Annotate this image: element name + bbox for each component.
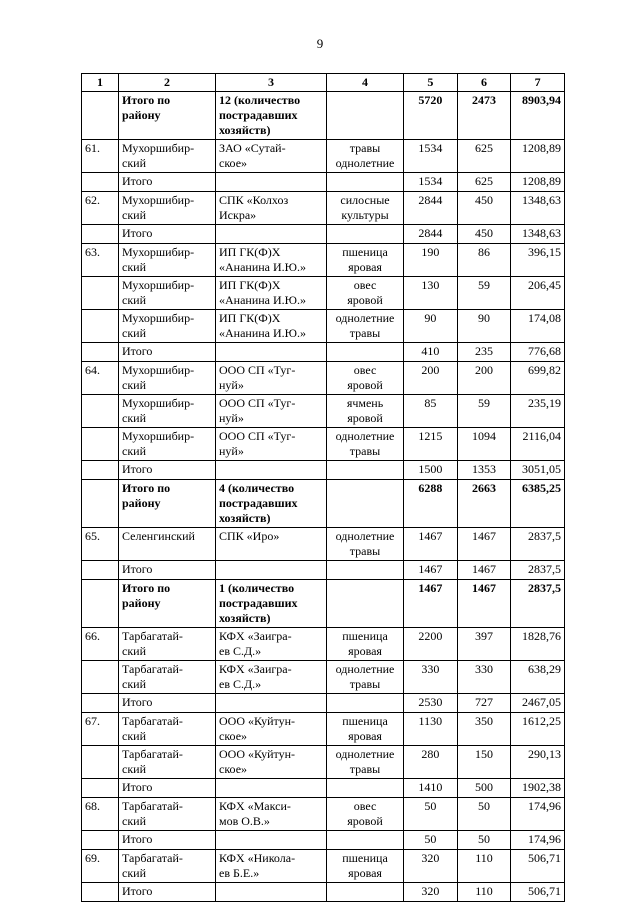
amount-cell: 1208,89 [511,140,565,173]
damaged-area-cell: 235 [457,343,511,362]
header-cell: 6 [457,74,511,92]
district-cell: Тарбагатай- ский [119,850,216,883]
farm-cell [216,461,327,480]
farm-cell: ООО СП «Туг- нуй» [216,428,327,461]
farm-cell [216,561,327,580]
crop-cell: пшеница яровая [327,628,404,661]
row-number-cell: 64. [82,362,119,395]
damaged-area-cell: 59 [457,277,511,310]
table-body [82,92,565,902]
farm-cell: ЗАО «Сутай- ское» [216,140,327,173]
area-cell: 1215 [404,428,458,461]
crop-cell [327,883,404,902]
amount-cell: 1208,89 [511,173,565,192]
farm-cell: СПК «Иро» [216,528,327,561]
crop-cell: ячмень яровой [327,395,404,428]
damage-table [81,73,565,902]
damaged-area-cell: 350 [457,713,511,746]
row-number-cell [82,225,119,244]
crop-cell [327,461,404,480]
table-row [82,395,565,428]
crop-cell [327,580,404,628]
area-cell: 190 [404,244,458,277]
district-cell: Итого [119,779,216,798]
area-cell: 130 [404,277,458,310]
district-cell: Итого [119,461,216,480]
district-cell: Мухоршибир- ский [119,362,216,395]
table-row [82,746,565,779]
crop-cell [327,480,404,528]
damaged-area-cell: 110 [457,850,511,883]
amount-cell: 235,19 [511,395,565,428]
farm-cell: ИП ГК(Ф)Х «Ананина И.Ю.» [216,310,327,343]
header-cell: 3 [216,74,327,92]
farm-cell: КФХ «Никола- ев Б.Е.» [216,850,327,883]
farm-cell: ООО СП «Туг- нуй» [216,362,327,395]
amount-cell: 699,82 [511,362,565,395]
farm-cell [216,343,327,362]
amount-cell: 2467,05 [511,694,565,713]
district-cell: Мухоршибир- ский [119,428,216,461]
table-row [82,528,565,561]
crop-cell [327,343,404,362]
damaged-area-cell: 150 [457,746,511,779]
damaged-area-cell: 90 [457,310,511,343]
row-number-cell [82,561,119,580]
row-number-cell: 62. [82,192,119,225]
row-number-cell [82,92,119,140]
header-cell: 1 [82,74,119,92]
district-cell: Итого по району [119,92,216,140]
crop-cell [327,831,404,850]
area-cell: 1534 [404,140,458,173]
row-number-cell [82,883,119,902]
amount-cell: 776,68 [511,343,565,362]
district-cell: Тарбагатай- ский [119,713,216,746]
district-cell: Тарбагатай- ский [119,746,216,779]
area-cell: 200 [404,362,458,395]
row-number-cell: 67. [82,713,119,746]
area-cell: 1467 [404,580,458,628]
farm-cell: ИП ГК(Ф)Х «Ананина И.Ю.» [216,244,327,277]
damaged-area-cell: 330 [457,661,511,694]
district-cell: Итого по району [119,580,216,628]
area-cell: 410 [404,343,458,362]
amount-cell: 396,15 [511,244,565,277]
table-row [82,628,565,661]
damaged-area-cell: 500 [457,779,511,798]
amount-cell: 1348,63 [511,225,565,244]
total-row [82,831,565,850]
crop-cell [327,173,404,192]
page-number: 9 [316,36,324,51]
area-cell: 320 [404,850,458,883]
table-row [82,713,565,746]
area-cell: 90 [404,310,458,343]
district-cell: Итого [119,831,216,850]
row-number-cell: 63. [82,244,119,277]
amount-cell: 2116,04 [511,428,565,461]
farm-cell: СПК «Колхоз Искра» [216,192,327,225]
farm-cell [216,831,327,850]
amount-cell: 206,45 [511,277,565,310]
amount-cell: 1828,76 [511,628,565,661]
area-cell: 2530 [404,694,458,713]
table-row [82,140,565,173]
header-cell: 4 [327,74,404,92]
table-row [82,192,565,225]
amount-cell: 290,13 [511,746,565,779]
damaged-area-cell: 397 [457,628,511,661]
area-cell: 320 [404,883,458,902]
area-cell: 1130 [404,713,458,746]
district-total-row [82,92,565,140]
damaged-area-cell: 727 [457,694,511,713]
crop-cell: силосные культуры [327,192,404,225]
crop-cell: однолетние травы [327,528,404,561]
district-cell: Тарбагатай- ский [119,628,216,661]
header-row [82,74,565,92]
crop-cell: травы однолетние [327,140,404,173]
row-number-cell [82,461,119,480]
district-cell: Мухоршибир- ский [119,395,216,428]
table-row [82,244,565,277]
area-cell: 1500 [404,461,458,480]
damaged-area-cell: 50 [457,798,511,831]
area-cell: 50 [404,831,458,850]
amount-cell: 174,96 [511,798,565,831]
damaged-area-cell: 2663 [457,480,511,528]
damaged-area-cell: 625 [457,140,511,173]
row-number-cell: 61. [82,140,119,173]
total-row [82,694,565,713]
row-number-cell: 68. [82,798,119,831]
damaged-area-cell: 625 [457,173,511,192]
damaged-area-cell: 1353 [457,461,511,480]
farm-cell [216,779,327,798]
area-cell: 5720 [404,92,458,140]
table-row [82,798,565,831]
amount-cell: 638,29 [511,661,565,694]
damaged-area-cell: 200 [457,362,511,395]
crop-cell [327,92,404,140]
district-cell: Тарбагатай- ский [119,798,216,831]
crop-cell: однолетние травы [327,428,404,461]
area-cell: 2844 [404,192,458,225]
crop-cell: овес яровой [327,362,404,395]
farm-cell: 12 (количество пострадавших хозяйств) [216,92,327,140]
district-cell: Итого [119,694,216,713]
row-number-cell [82,694,119,713]
row-number-cell [82,343,119,362]
amount-cell: 174,08 [511,310,565,343]
row-number-cell [82,173,119,192]
farm-cell: ИП ГК(Ф)Х «Ананина И.Ю.» [216,277,327,310]
district-total-row [82,580,565,628]
farm-cell: КФХ «Заигра- ев С.Д.» [216,661,327,694]
row-number-cell [82,395,119,428]
farm-cell: 4 (количество пострадавших хозяйств) [216,480,327,528]
area-cell: 6288 [404,480,458,528]
row-number-cell [82,580,119,628]
area-cell: 2844 [404,225,458,244]
area-cell: 1467 [404,528,458,561]
total-row [82,461,565,480]
district-cell: Мухоршибир- ский [119,310,216,343]
table-row [82,362,565,395]
crop-cell: пшеница яровая [327,713,404,746]
farm-cell: ООО «Куйтун- ское» [216,746,327,779]
total-row [82,883,565,902]
crop-cell: овес яровой [327,798,404,831]
header-cell: 5 [404,74,458,92]
district-cell: Итого [119,225,216,244]
damaged-area-cell: 50 [457,831,511,850]
row-number-cell: 66. [82,628,119,661]
table-row [82,661,565,694]
amount-cell: 2837,5 [511,561,565,580]
district-cell: Итого [119,343,216,362]
district-cell: Итого по району [119,480,216,528]
row-number-cell [82,480,119,528]
damaged-area-cell: 86 [457,244,511,277]
amount-cell: 1348,63 [511,192,565,225]
area-cell: 1410 [404,779,458,798]
amount-cell: 8903,94 [511,92,565,140]
row-number-cell: 69. [82,850,119,883]
row-number-cell [82,831,119,850]
farm-cell: 1 (количество пострадавших хозяйств) [216,580,327,628]
district-total-row [82,480,565,528]
district-cell: Итого [119,883,216,902]
amount-cell: 506,71 [511,883,565,902]
amount-cell: 2837,5 [511,580,565,628]
amount-cell: 174,96 [511,831,565,850]
total-row [82,561,565,580]
area-cell: 2200 [404,628,458,661]
amount-cell: 1902,38 [511,779,565,798]
amount-cell: 2837,5 [511,528,565,561]
district-cell: Мухоршибир- ский [119,277,216,310]
farm-cell: ООО СП «Туг- нуй» [216,395,327,428]
area-cell: 1534 [404,173,458,192]
district-cell: Селенгинский [119,528,216,561]
crop-cell: однолетние травы [327,310,404,343]
district-cell: Мухоршибир- ский [119,192,216,225]
district-cell: Итого [119,173,216,192]
header-cell: 2 [119,74,216,92]
row-number-cell [82,428,119,461]
district-cell: Мухоршибир- ский [119,140,216,173]
farm-cell [216,694,327,713]
total-row [82,225,565,244]
row-number-cell [82,746,119,779]
area-cell: 50 [404,798,458,831]
district-cell: Мухоршибир- ский [119,244,216,277]
table-row [82,850,565,883]
row-number-cell [82,661,119,694]
amount-cell: 3051,05 [511,461,565,480]
damaged-area-cell: 1094 [457,428,511,461]
area-cell: 280 [404,746,458,779]
damaged-area-cell: 2473 [457,92,511,140]
farm-cell: КФХ «Макси- мов О.В.» [216,798,327,831]
damaged-area-cell: 1467 [457,561,511,580]
table-row [82,428,565,461]
amount-cell: 506,71 [511,850,565,883]
damaged-area-cell: 59 [457,395,511,428]
farm-cell [216,225,327,244]
row-number-cell: 65. [82,528,119,561]
damaged-area-cell: 450 [457,192,511,225]
total-row [82,343,565,362]
total-row [82,173,565,192]
damaged-area-cell: 450 [457,225,511,244]
crop-cell: пшеница яровая [327,244,404,277]
district-cell: Тарбагатай- ский [119,661,216,694]
row-number-cell [82,277,119,310]
area-cell: 330 [404,661,458,694]
row-number-cell [82,779,119,798]
area-cell: 1467 [404,561,458,580]
area-cell: 85 [404,395,458,428]
farm-cell: ООО «Куйтун- ское» [216,713,327,746]
header-cell: 7 [511,74,565,92]
row-number-cell [82,310,119,343]
crop-cell [327,561,404,580]
crop-cell: пшеница яровая [327,850,404,883]
farm-cell [216,173,327,192]
table-row [82,310,565,343]
crop-cell [327,779,404,798]
crop-cell [327,694,404,713]
crop-cell: овес яровой [327,277,404,310]
damaged-area-cell: 1467 [457,580,511,628]
damaged-area-cell: 1467 [457,528,511,561]
amount-cell: 1612,25 [511,713,565,746]
amount-cell: 6385,25 [511,480,565,528]
farm-cell [216,883,327,902]
crop-cell [327,225,404,244]
district-cell: Итого [119,561,216,580]
farm-cell: КФХ «Заигра- ев С.Д.» [216,628,327,661]
table-row [82,277,565,310]
total-row [82,779,565,798]
damaged-area-cell: 110 [457,883,511,902]
crop-cell: однолетние травы [327,661,404,694]
crop-cell: однолетние травы [327,746,404,779]
